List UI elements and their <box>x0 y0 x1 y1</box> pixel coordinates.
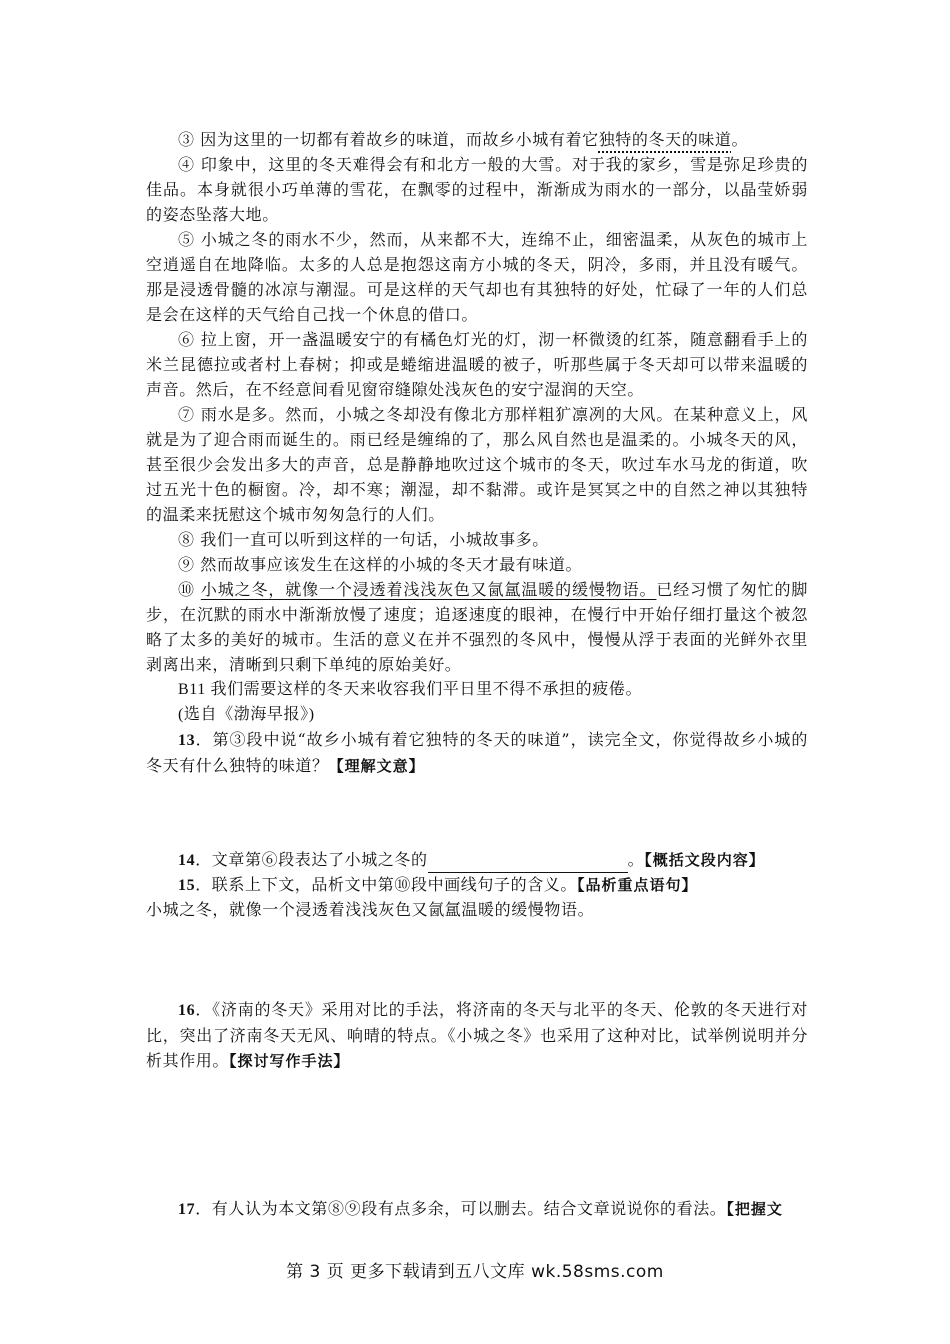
question-13-tag: 【理解文意】 <box>328 757 425 775</box>
paragraph-8: ⑧ 我们一直可以听到这样的一句话，小城故事多。 <box>178 530 549 549</box>
paragraph-3-end: 。 <box>731 130 749 149</box>
question-17-tag: 【把握文 <box>726 1200 783 1218</box>
paragraph-3-dotted-phrase: 独特的冬天的味道 <box>598 130 732 149</box>
paragraph-10 <box>146 577 808 677</box>
paragraph-10-underlined-sentence: 小城之冬，就像一个浸透着浅浅灰色又氤氲温暖的缓慢物语。 <box>200 580 657 599</box>
question-17 <box>146 1196 808 1222</box>
question-15 <box>146 872 808 898</box>
question-16-tag: 【探讨写作手法】 <box>229 1052 350 1070</box>
paragraph-10-number: ⑩ <box>178 580 201 599</box>
paragraph-11: B11 我们需要这样的冬天来收容我们平日里不得不承担的疲倦。 <box>178 681 643 698</box>
question-14 <box>146 847 808 873</box>
question-13 <box>146 727 808 779</box>
question-15-number: 15 <box>178 877 196 894</box>
question-13-number: 13 <box>178 732 196 749</box>
question-16-text: ．《济南的冬天》采用对比的手法，将济南的冬天与北平的冬天、伦敦的冬天进行对比，突出了济南冬天无风、响晴的特点。《小城之冬》也采用了这种对比，试举例说明并分析其作用。 <box>146 1000 808 1070</box>
question-13-text: ．第③段中说“故乡小城有着它独特的冬天的味道”，读完全文，你觉得故乡小城的冬天有什么独特的味道？ <box>146 730 808 775</box>
question-14-end: 。 <box>627 850 645 869</box>
paragraph-10-rest: 已经习惯了匆忙的脚步，在沉默的雨水中渐渐放慢了速度；追逐速度的眼神，在慢行中开始仔细打量这个被忽略了太多的美好的城市。生活的意义在并不强烈的冬风中，慢慢从浮于表面的光鲜外衣里剥离出来，清晰到只剩下单纯的原始美好。 <box>146 580 809 674</box>
paragraph-5: ⑤ 小城之冬的雨水不少，然而，从来都不大，连绵不止，细密温柔，从灰色的城市上空逍遥自在地降临。太多的人总是抱怨这南方小城的冬天，阴冷，多雨，并且没有暖气。那是浸透骨髓的冰凉与潮湿。可是这样的天气却也有其独特的好处，忙碌了一年的人们总是会在这样的天气给自己找一个休息的借口。 <box>146 230 808 324</box>
question-14-tag: 【概括文段内容】 <box>644 851 765 869</box>
question-16-number: 16 <box>178 1002 196 1019</box>
question-15-quote: 小城之冬，就像一个浸透着浅浅灰色又氤氲温暖的缓慢物语。 <box>146 900 595 919</box>
paragraph-3 <box>146 127 808 152</box>
question-15-tag: 【品析重点语句】 <box>577 876 698 894</box>
question-14-answer-blank[interactable] <box>428 854 628 873</box>
paragraph-9: ⑨ 然而故事应该发生在这样的小城的冬天才最有味道。 <box>178 555 583 574</box>
source-citation: (选自《渤海早报》) <box>178 706 315 723</box>
question-17-number: 17 <box>178 1201 196 1218</box>
paragraph-4: ④ 印象中，这里的冬天难得会有和北方一般的大雪。对于我的家乡，雪是弥足珍贵的佳品。本身就很小巧单薄的雪花，在飘零的过程中，渐渐成为雨水的一部分，以晶莹娇弱的姿态坠落大地。 <box>146 155 808 224</box>
question-17-text: ．有人认为本文第⑧⑨段有点多余，可以删去。结合文章说说你的看法。 <box>195 1199 727 1218</box>
paragraph-6: ⑥ 拉上窗，开一盏温暖安宁的有橘色灯光的灯，沏一杯微烫的红茶，随意翻看手上的米兰昆德拉或者村上春树；抑或是蜷缩进温暖的被子，听那些属于冬天却可以带来温暖的声音。然后，在不经意间看见窗帘缝隙处浅灰色的安宁湿润的天空。 <box>146 330 808 399</box>
paragraph-3-text: ③ 因为这里的一切都有着故乡的味道，而故乡小城有着它 <box>178 130 599 149</box>
question-15-text: ．联系上下文，品析文中第⑩段中画线句子的含义。 <box>195 875 578 894</box>
page-footer: 第 3 页 更多下载请到五八文库 wk.58sms.com <box>286 1262 664 1282</box>
question-14-number: 14 <box>178 852 196 869</box>
question-14-text: ．文章第⑥段表达了小城之冬的 <box>195 850 428 869</box>
paragraph-7: ⑦ 雨水是多。然而，小城之冬却没有像北方那样粗犷凛冽的大风。在某种意义上，风就是为了迎合雨而诞生的。雨已经是缠绵的了，那么风自然也是温柔的。小城冬天的风，甚至很少会发出多大的声音，总是静静地吹过这个城市的冬天，吹过车水马龙的街道，吹过五光十色的橱窗。冷，却不寒；潮湿，却不黏滞。或许是冥冥之中的自然之神以其独特的温柔来抚慰这个城市匆匆急行的人们。 <box>146 405 808 524</box>
question-16 <box>146 997 808 1074</box>
